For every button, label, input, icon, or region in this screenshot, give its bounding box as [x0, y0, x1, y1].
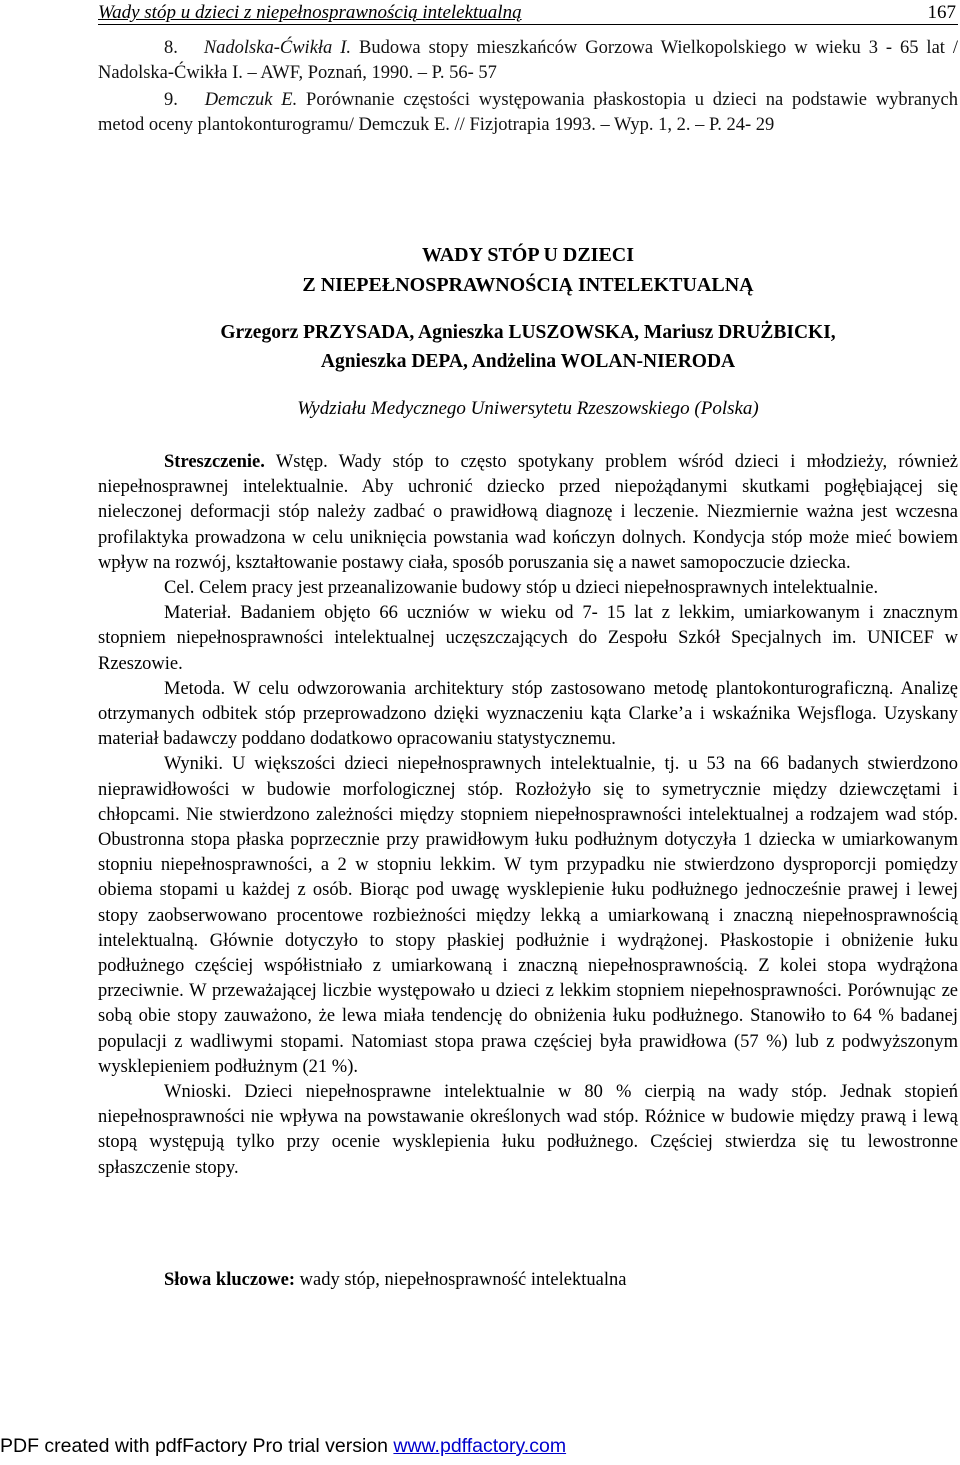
authors-line-2: Agnieszka DEPA, Andżelina WOLAN-NIERODA	[320, 351, 736, 372]
abstract	[98, 450, 958, 1181]
footer-text: PDF created with pdfFactory Pro trial version	[0, 1435, 394, 1457]
article-title	[98, 240, 958, 300]
reference-author: Demczuk E.	[204, 90, 298, 110]
reference-item	[98, 88, 958, 138]
authors-line-1: Grzegorz PRZYSADA, Agnieszka LUSZOWSKA, Mariusz DRUŻBICKI,	[220, 322, 836, 343]
article-authors	[98, 318, 958, 376]
reference-number: 8.	[164, 38, 178, 58]
title-line-2: Z NIEPEŁNOSPRAWNOŚCIĄ INTELEKTUALNĄ	[302, 274, 754, 296]
abstract-aim: Cel. Celem pracy jest przeanalizowanie budowy stóp u dzieci niepełnosprawnych intelektualnie.	[164, 578, 879, 599]
reference-number: 9.	[164, 90, 178, 110]
title-line-1: WADY STÓP U DZIECI	[421, 244, 635, 266]
reference-text: Budowa stopy mieszkańców Gorzowa Wielkopolskiego w wieku 3 - 65 lat / Nadolska-Ćwikła I. – AWF, Poznań, 1990. – P. 56- 57	[98, 38, 959, 83]
reference-text: Porównanie częstości występowania płaskostopia u dzieci na podstawie wybranych metod oceny plantokonturogramu/ Demczuk E. // Fizjotrapia 1993. – Wyp. 1, 2. – P. 24- 29	[98, 90, 959, 135]
reference-item	[98, 36, 958, 86]
running-header	[98, 2, 958, 25]
abstract-conclusions: Wnioski. Dzieci niepełnosprawne intelektualnie w 80 % cierpią na wady stóp. Jednak stopień niepełnosprawności nie wpływa na powstawanie określonych wad stóp. Różnice w budowie między prawą i lewą stopą występują tylko przy ocenie wysklepienia łuku podłużnego. Częściej stwierdza się tu lewostronne spłaszczenie stopy.	[98, 1082, 958, 1178]
keywords-label: Słowa kluczowe:	[164, 1270, 296, 1290]
abstract-intro	[98, 450, 958, 576]
pdf-footer	[0, 1435, 960, 1458]
abstract-results: Wyniki. U większości dzieci niepełnosprawnych intelektualnie, tj. u 53 na 66 badanych stwierdzono nieprawidłowości w budowie morfologicznej stóp. Rozłożyło się to symetrycznie między dziewczętami i chłopcami. Nie stwierdzono zależności między stopniem niepełnosprawności intelektualnej a rodzajem wad stóp. Obustronna stopa płaska poprzecznie przy prawidłowym łuku podłużnym dotyczyła 1 dziecka w umiarkowanym stopniu niepełnosprawności, a 2 w stopniu lekkim. W tym przypadku nie stwierdzono dysproporcji pomiędzy obiema stopami u każdej z osób. Biorąc pod uwagę wysklepienie łuku podłużnego jednocześnie prawej i lewej stopy zaobserwowano procentowe rozbieżności między lekką a umiarkowaną i znaczną niepełnosprawnością intelektualną. Głównie dotyczyło to stopy płaskiej podłużnie i wydrążonej. Płaskostopie i obniżenie łuku podłużnego częściej współistniało z umiarkowaną i znaczną niepełnosprawnością. Z kolei stopa wydrążona przeciwnie. W przeważającej liczbie występowało u dzieci z lekkim stopniem niepełnosprawności. Porównując ze sobą obie stopy zauważono, że lewa miała tendencję do obniżenia łuku podłużnego. Stanowiło to 64 % badanej populacji z wadliwymi stopami. Natomiast stopa prawa częściej była prawidłowa (57 %) lub z podwyższonym wysklepieniem podłużnym (21 %).	[98, 754, 958, 1077]
keywords	[164, 1270, 626, 1291]
abstract-label: Streszczenie.	[164, 452, 265, 472]
abstract-method: Metoda. W celu odwzorowania architektury stóp zastosowano metodę plantokonturograficzną. Analizę otrzymanych odbitek stóp przeprowadzono dzięki wyznaczeniu kąta Clarke’a i wskaźnika Wejsfloga. Uzyskany materiał badawczy poddano dodatkowo opracowaniu statystycznemu.	[98, 678, 958, 750]
abstract-intro-text: Wstęp. Wady stóp to często spotykany problem wśród dzieci i młodzieży, również niepełnosprawnej intelektualnie. Aby uchronić dziecko przed niepożądanymi skutkami pogłębiającej się nieleczonej deformacji stóp należy zadbać o prawidłową diagnozę i leczenie. Niezmiernie ważna jest wczesna profilaktyka prowadzona w celu uniknięcia powstania wad kończyn dolnych. Kondycja stóp może mieć bowiem wpływ na rozwój, kształtowanie postawy ciała, sposób poruszania się a nawet samopoczucie dziecka.	[98, 452, 958, 573]
keywords-text: wady stóp, niepełnosprawność intelektualna	[295, 1270, 627, 1290]
reference-author: Nadolska-Ćwikła I.	[203, 38, 352, 58]
affiliation: Wydziału Medycznego Uniwersytetu Rzeszowskiego (Polska)	[297, 398, 759, 419]
running-title: Wady stóp u dzieci z niepełnosprawnością intelektualną	[98, 2, 522, 23]
abstract-material: Materiał. Badaniem objęto 66 uczniów w wieku od 7- 15 lat z lekkim, umiarkowanym i znacznym stopniem niepełnosprawności intelektualnej uczęszczających do Zespołu Szkół Specjalnych im. UNICEF w Rzeszowie.	[98, 603, 958, 674]
footer-link[interactable]: www.pdffactory.com	[393, 1435, 567, 1457]
page-number: 167	[927, 2, 956, 23]
